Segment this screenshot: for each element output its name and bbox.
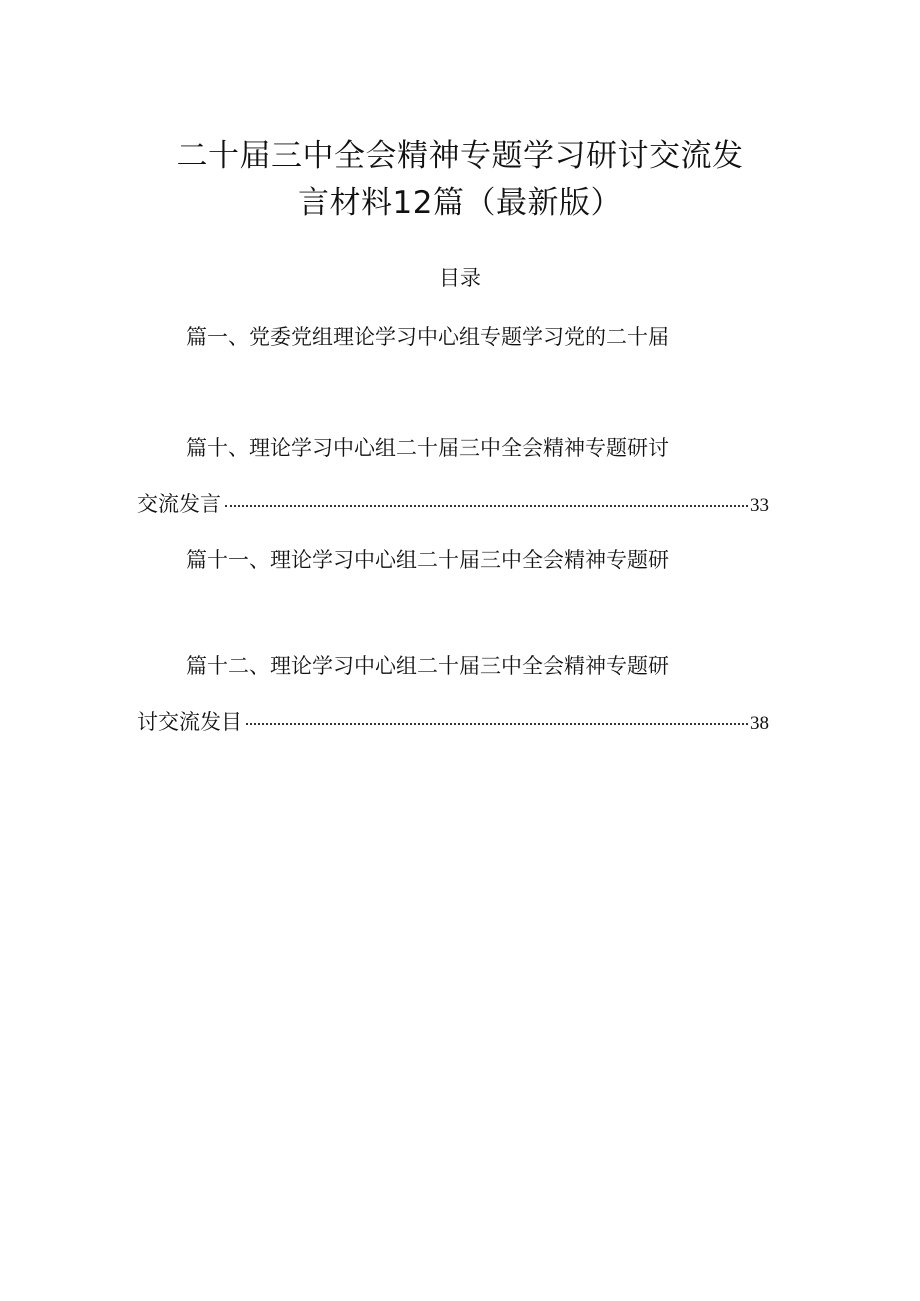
toc-entry-text: 交流发言 [137, 492, 221, 516]
toc-entry-12-continuation[interactable] [137, 708, 769, 738]
toc-entry-10[interactable]: 篇十、理论学习中心组二十届三中全会精神专题研讨 [186, 436, 669, 460]
toc-entry-10-continuation[interactable] [137, 490, 769, 520]
dot-leader [246, 723, 748, 725]
document-title-line-2: 言材料12篇（最新版） [298, 185, 622, 221]
toc-entry-1[interactable]: 篇一、党委党组理论学习中心组专题学习党的二十届 [186, 325, 669, 349]
toc-heading: 目录 [439, 266, 481, 290]
toc-page-number: 38 [750, 713, 769, 734]
document-title-line-1: 二十届三中全会精神专题学习研讨交流发 [176, 138, 744, 174]
toc-entry-11[interactable]: 篇十一、理论学习中心组二十届三中全会精神专题研 [186, 548, 669, 572]
dot-leader [225, 505, 748, 507]
toc-entry-12[interactable]: 篇十二、理论学习中心组二十届三中全会精神专题研 [186, 654, 669, 678]
toc-entry-text: 讨交流发目 [137, 710, 242, 734]
toc-page-number: 33 [750, 495, 769, 516]
